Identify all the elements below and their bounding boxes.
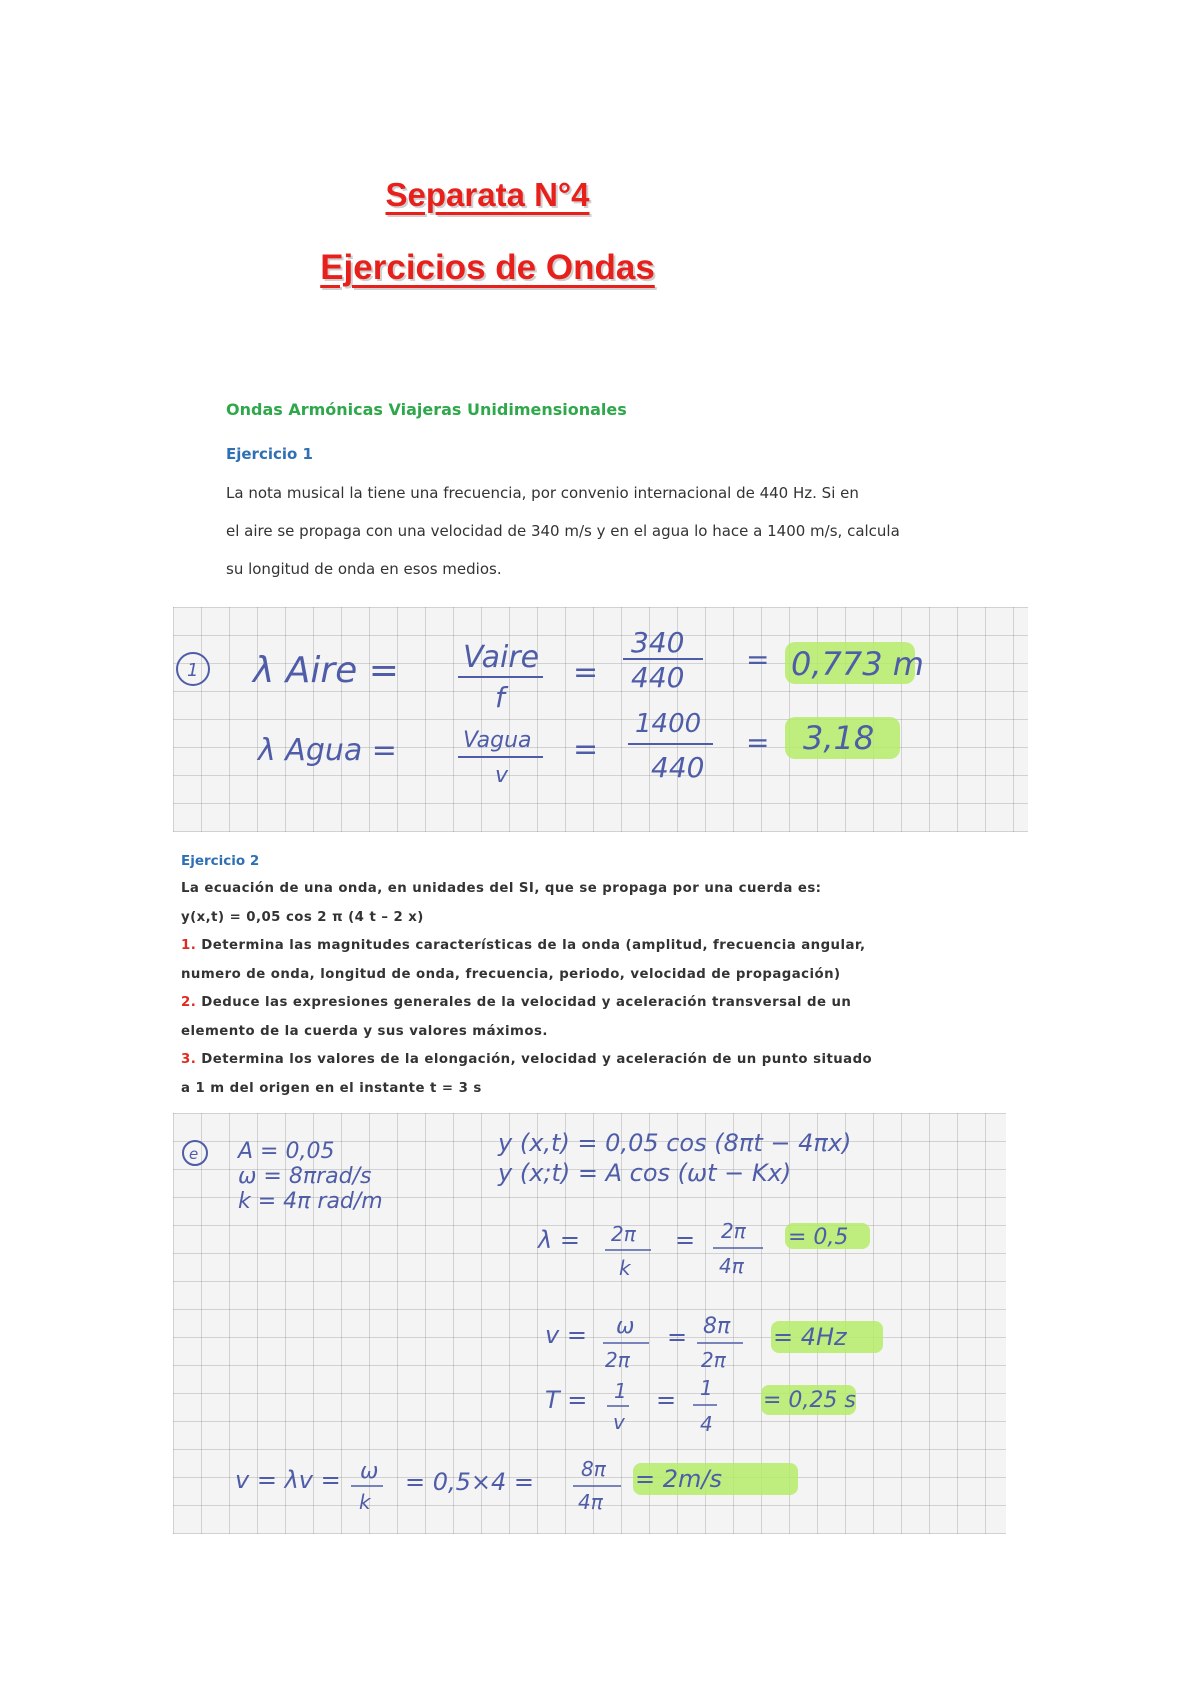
speed-f2-num: 8π (581, 1457, 606, 1481)
solution-2-circle: e (189, 1145, 199, 1163)
row2-result: 3,18 (803, 719, 875, 757)
row2-value-den: 440 (651, 751, 705, 784)
exercise-2-item-3: 3. Determina los valores de la elongación, velocidad y aceleración de un punto situado (181, 1052, 873, 1067)
lambda-lhs: λ = (538, 1226, 580, 1254)
speed-lhs: v = λv = (235, 1466, 341, 1494)
period-lhs: T = (545, 1386, 588, 1414)
freq-f1-num: ω (616, 1314, 635, 1339)
section-heading: Ondas Armónicas Viajeras Unidimensionales (226, 400, 627, 419)
freq-eq: = (667, 1323, 688, 1351)
freq-f2-num: 8π (703, 1314, 731, 1339)
given-amplitude: A = 0,05 (238, 1139, 335, 1164)
row2-eq: = (573, 732, 599, 767)
lambda-result: = 0,5 (788, 1225, 849, 1250)
period-f1-den: v (613, 1410, 625, 1434)
speed-f1-num: ω (360, 1459, 379, 1484)
period-f2-den: 4 (700, 1412, 713, 1436)
lambda-f1-den: k (619, 1256, 631, 1280)
page-subtitle: Ejercicios de Ondas (320, 248, 655, 287)
row1-eq: = (573, 655, 599, 690)
exercise-2-item-2-cont: elemento de la cuerda y sus valores máximos. (181, 1024, 548, 1039)
freq-f1-den: 2π (605, 1348, 630, 1372)
freq-result: = 4Hz (773, 1323, 847, 1351)
row2-frac-den: v (495, 763, 509, 788)
exercise-1-line-2: el aire se propaga con una velocidad de 340 m/s y en el agua lo hace a 1400 m/s, calcula (226, 522, 900, 540)
row1-frac-num: Vaire (463, 640, 540, 675)
exercise-2-item-1-cont: numero de onda, longitud de onda, frecuencia, periodo, velocidad de propagación) (181, 967, 841, 982)
exercise-2-solution-photo (173, 1113, 1006, 1534)
exercise-2-equation: y(x,t) = 0,05 cos 2 π (4 t – 2 x) (181, 910, 424, 925)
lambda-eq: = (675, 1226, 696, 1254)
given-k: k = 4π rad/m (238, 1189, 383, 1214)
row2-lhs: λ Agua = (258, 733, 397, 768)
row2-value-num: 1400 (635, 709, 702, 739)
period-eq: = (656, 1386, 677, 1414)
period-f1-num: 1 (614, 1379, 627, 1403)
solution-1-circle: 1 (187, 660, 199, 681)
period-result: = 0,25 s (763, 1388, 856, 1413)
exercise-2-item-2: 2. Deduce las expresiones generales de la velocidad y aceleración transversal de un (181, 995, 852, 1010)
speed-mid: = 0,5×4 = (405, 1468, 535, 1496)
exercise-2-item-3-cont: a 1 m del origen en el instante t = 3 s (181, 1081, 482, 1096)
speed-result: = 2m/s (635, 1465, 722, 1493)
period-f2-num: 1 (700, 1376, 713, 1400)
row1-lhs: λ Aire = (253, 650, 399, 691)
page-title: Separata N°4 (385, 176, 590, 213)
wave-equation-general: y (x;t) = A cos (ωt − Kx) (498, 1159, 792, 1187)
row1-frac-den: f (495, 681, 505, 714)
exercise-1-line-1: La nota musical la tiene una frecuencia, por convenio internacional de 440 Hz. Si en (226, 484, 859, 502)
exercise-2-item-1: 1. Determina las magnitudes características de la onda (amplitud, frecuencia angular, (181, 938, 866, 953)
given-omega: ω = 8πrad/s (238, 1164, 372, 1189)
row1-value-num: 340 (631, 626, 685, 659)
exercise-1-title: Ejercicio 1 (226, 445, 313, 463)
speed-f1-den: k (359, 1490, 371, 1514)
exercise-2-line-1: La ecuación de una onda, en unidades del SI, que se propaga por una cuerda es: (181, 881, 822, 896)
freq-f2-den: 2π (701, 1348, 726, 1372)
lambda-f2-num: 2π (721, 1219, 746, 1243)
exercise-1-line-3: su longitud de onda en esos medios. (226, 560, 502, 578)
row2-eq2: = (746, 726, 770, 759)
exercise-2-title: Ejercicio 2 (181, 853, 260, 869)
row2-frac-num: Vagua (463, 728, 532, 753)
lambda-f1-num: 2π (611, 1222, 636, 1246)
freq-lhs: v = (545, 1321, 587, 1349)
speed-f2-den: 4π (578, 1490, 603, 1514)
exercise-1-solution-photo (173, 607, 1028, 832)
row1-eq2: = (746, 643, 770, 676)
row1-result: 0,773 m (791, 645, 924, 683)
lambda-f2-den: 4π (719, 1254, 744, 1278)
wave-equation-numeric: y (x,t) = 0,05 cos (8πt − 4πx) (498, 1129, 852, 1157)
row1-value-den: 440 (631, 661, 685, 694)
